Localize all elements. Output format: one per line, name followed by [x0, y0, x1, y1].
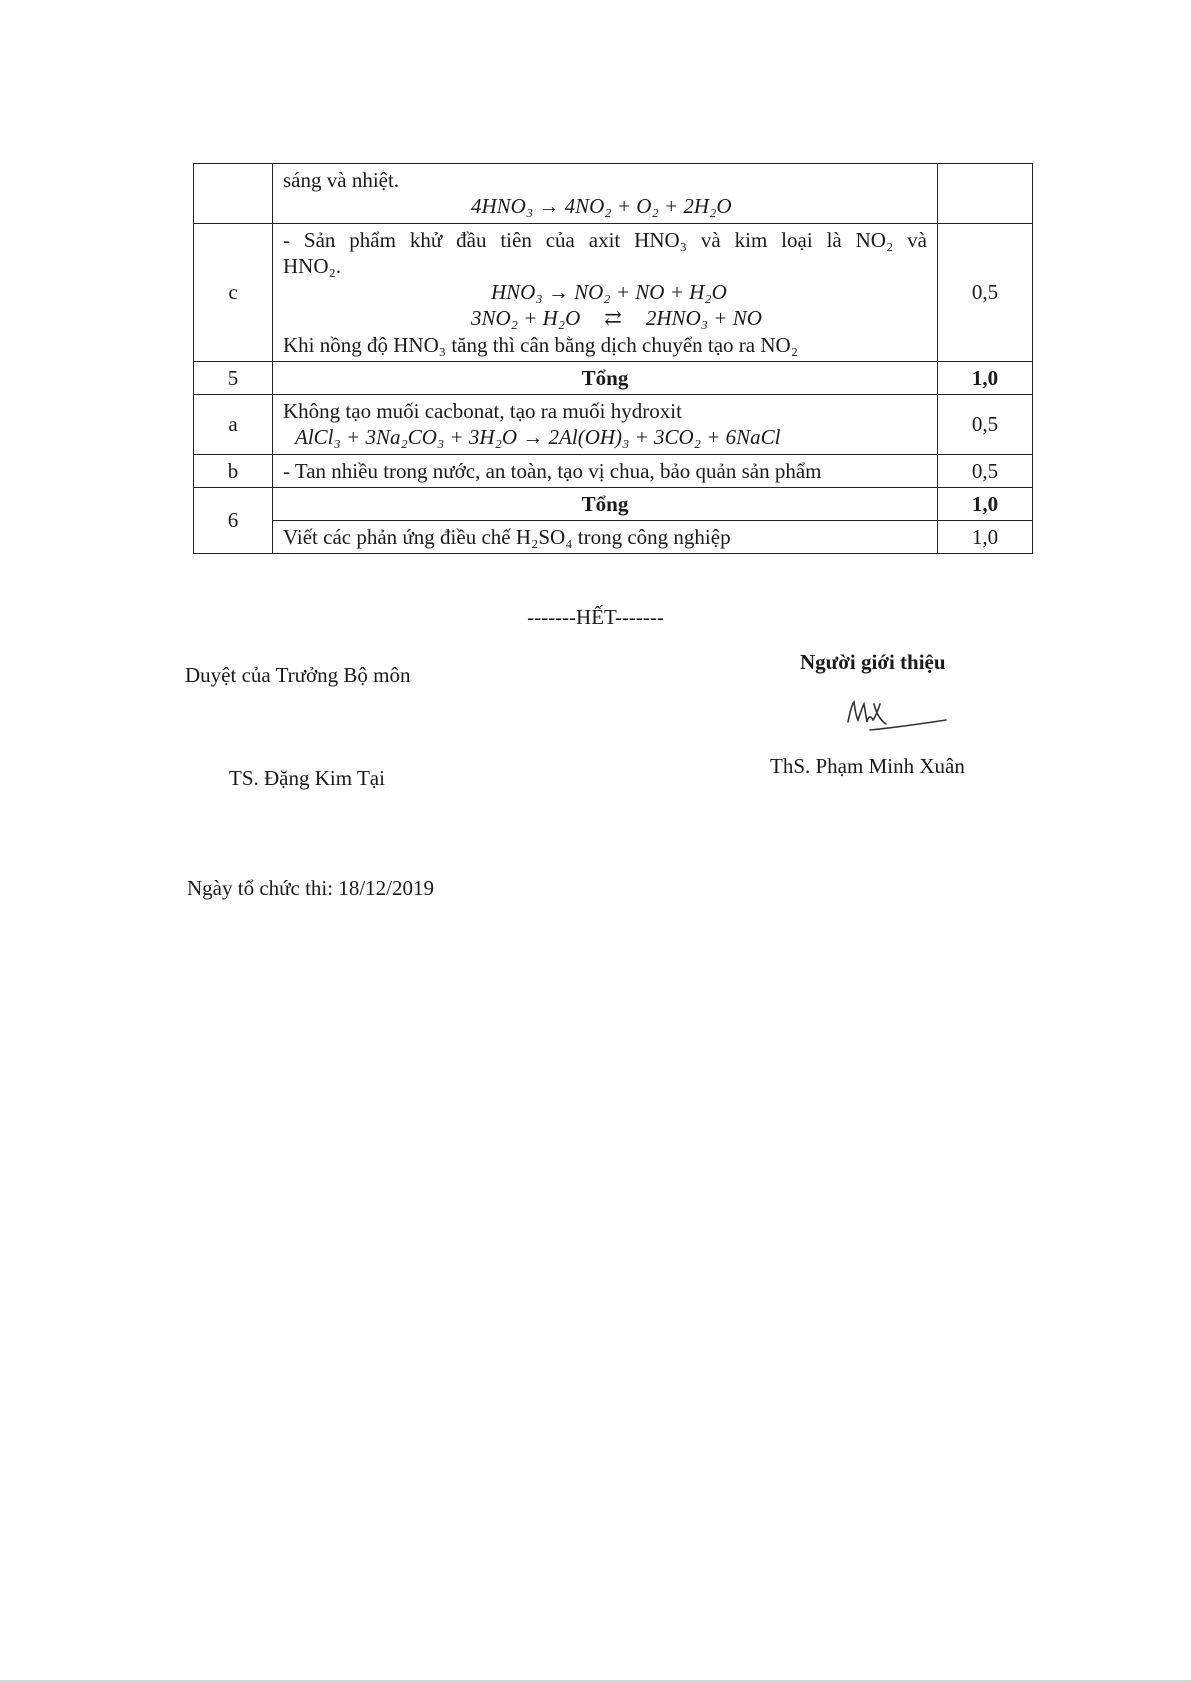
- row-content: [273, 164, 938, 224]
- row-content: - Tan nhiều trong nước, an toàn, tạo vị chua, bảo quản sản phẩm: [273, 454, 938, 487]
- content-text: Khi nồng độ HNO₃ tăng thì cân bằng dịch chuyển tạo ra NO₂: [283, 332, 799, 357]
- equilibrium-arrow-icon: ⇄: [604, 306, 622, 331]
- content-text: - Sản phẩm khử đầu tiên của axit HNO₃ và kim loại là NO₂ và: [283, 227, 927, 252]
- end-marker: -------HẾT-------: [527, 605, 664, 629]
- row-label: c: [194, 223, 273, 361]
- presenter-title: Người giới thiệu: [800, 650, 946, 674]
- row-content: [273, 223, 938, 361]
- row-content: [273, 395, 938, 455]
- answer-table: [193, 163, 1033, 554]
- row-label: 5: [194, 361, 273, 394]
- equation: AlCl₃ + 3Na₂CO₃ + 3H₂O → 2Al(OH)₃ + 3CO₂ + 6NaCl: [295, 425, 781, 450]
- row-content: Tổng: [273, 487, 938, 520]
- row-score: 1,0: [938, 361, 1033, 394]
- table-row: [194, 223, 1033, 361]
- table-row: [194, 164, 1033, 224]
- approver-name: TS. Đặng Kim Tại: [229, 766, 385, 790]
- table-row: [194, 487, 1033, 520]
- content-text: HNO₂.: [283, 253, 342, 278]
- equilibrium-equation: [283, 305, 927, 331]
- row-score: 0,5: [938, 454, 1033, 487]
- table-row: [194, 395, 1033, 455]
- signature-icon: [840, 690, 950, 740]
- row-label: [194, 164, 273, 224]
- row-label: 6: [194, 487, 273, 554]
- row-content: Tổng: [273, 361, 938, 394]
- equation: 4HNO₃ → 4NO₂ + O₂ + 2H₂O: [471, 194, 732, 219]
- row-label: a: [194, 395, 273, 455]
- equation-left: 3NO₂ + H₂O: [471, 306, 581, 331]
- presenter-name: ThS. Phạm Minh Xuân: [770, 754, 965, 778]
- equation: HNO₃ → NO₂ + NO + H₂O: [491, 280, 727, 304]
- approver-title: Duyệt của Trưởng Bộ môn: [185, 663, 411, 687]
- row-label: b: [194, 454, 273, 487]
- exam-date: Ngày tổ chức thi: 18/12/2019: [187, 876, 435, 900]
- content-text: Không tạo muối cacbonat, tạo ra muối hydroxit: [283, 399, 682, 423]
- row-score: 1,0: [938, 521, 1033, 554]
- table-row: [194, 361, 1033, 394]
- equation-right: 2HNO₃ + NO: [645, 306, 762, 331]
- row-score: 0,5: [938, 395, 1033, 455]
- table-row: [194, 521, 1033, 554]
- content-text: sáng và nhiệt.: [283, 168, 400, 192]
- row-score: 0,5: [938, 223, 1033, 361]
- row-score: [938, 164, 1033, 224]
- row-content: Viết các phản ứng điều chế H₂SO₄ trong công nghiệp: [273, 521, 938, 554]
- table-row: [194, 454, 1033, 487]
- row-score: 1,0: [938, 487, 1033, 520]
